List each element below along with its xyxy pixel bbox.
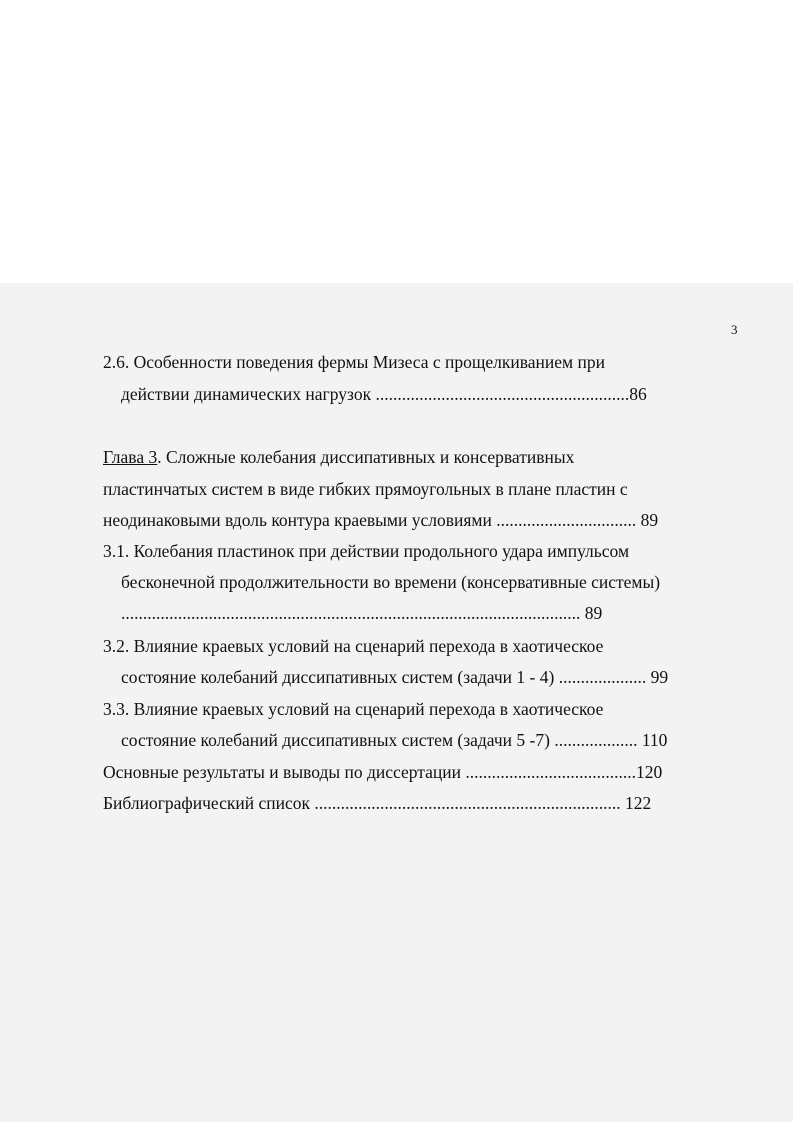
toc-entry-bibliography: Библиографический список ...................................................................... 122: [103, 793, 652, 813]
toc-line: состояние колебаний диссипативных систем (задачи 1 - 4) .................... 99: [121, 667, 669, 687]
page-number: 3: [731, 322, 738, 337]
toc-line: 3.2. Влияние краевых условий на сценарий перехода в хаотическое: [103, 636, 604, 656]
toc-line: пластинчатых систем в виде гибких прямоугольных в плане пластин с: [103, 479, 628, 499]
toc-line: 2.6. Особенности поведения фермы Мизеса с прощелкиванием при: [103, 352, 605, 372]
toc-entry-results: Основные результаты и выводы по диссертации .......................................120: [103, 762, 663, 782]
toc-line: действии динамических нагрузок ..........................................................86: [121, 384, 647, 404]
chapter-title: . Сложные колебания диссипативных и консервативных: [157, 447, 575, 467]
toc-line: [103, 446, 574, 468]
toc-line: состояние колебаний диссипативных систем (задачи 5 -7) ................... 110: [121, 730, 668, 750]
toc-line: бесконечной продолжительности во времени (консервативные системы): [121, 572, 661, 592]
chapter-label: Глава 3: [103, 447, 158, 467]
toc-line: неодинаковыми вдоль контура краевыми условиями ................................ 89: [103, 510, 659, 530]
toc-line: ......................................................................................................... 89: [121, 603, 603, 623]
toc-line: 3.3. Влияние краевых условий на сценарий перехода в хаотическое: [103, 699, 604, 719]
toc-line: 3.1. Колебания пластинок при действии продольного удара импульсом: [103, 541, 630, 561]
